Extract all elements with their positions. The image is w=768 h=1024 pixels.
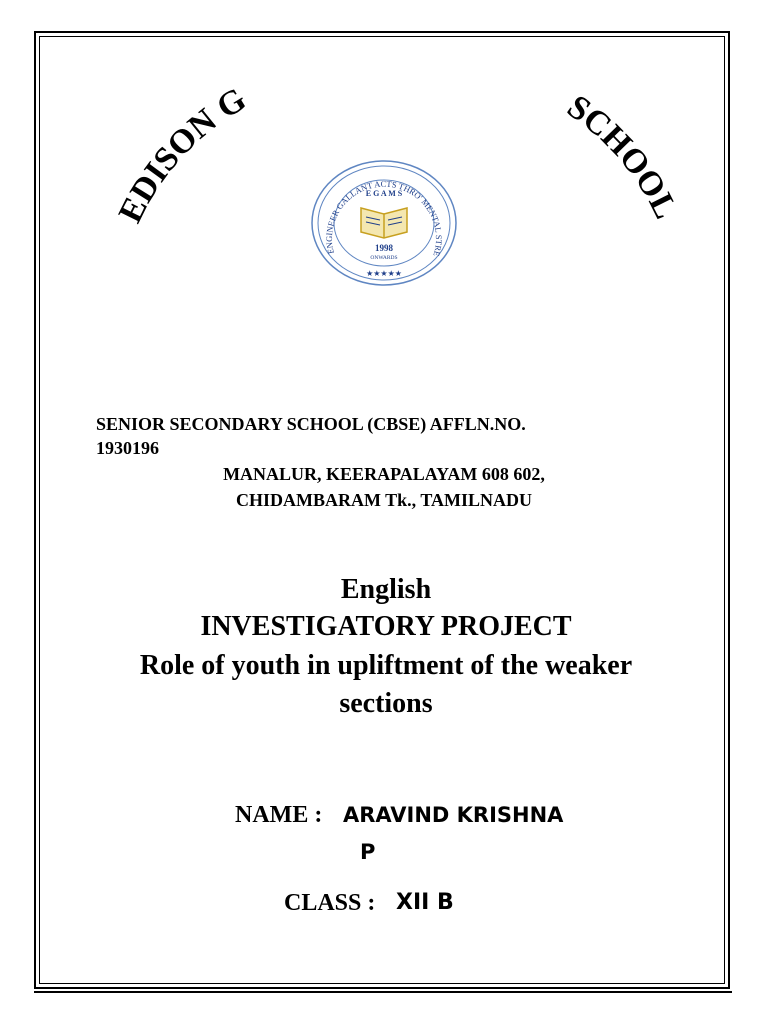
name-label: NAME : — [235, 802, 323, 828]
open-book-icon — [361, 208, 407, 238]
student-class: XII B — [396, 890, 454, 915]
project-subject: English — [340, 574, 432, 605]
class-label: CLASS : — [284, 890, 376, 916]
affiliation-line-2: 1930196 — [96, 438, 159, 458]
student-name-line-2: P — [360, 840, 376, 864]
bottom-rule — [34, 991, 732, 993]
project-type: INVESTIGATORY PROJECT — [200, 611, 572, 642]
project-topic: Role of youth in upliftment of the weaker sections — [139, 650, 633, 719]
school-address-line-2: CHIDAMBARAM Tk., TAMILNADU — [235, 490, 532, 510]
school-name-right: SCHOOL — [560, 88, 685, 225]
emblem-stars: ★★★★★ — [366, 269, 402, 278]
school-address-line-1: MANALUR, KEERAPALAYAM 608 602, — [223, 464, 545, 484]
school-name-left: EDISON G — [111, 80, 253, 229]
emblem-year: 1998 — [375, 243, 393, 253]
school-emblem — [309, 158, 459, 293]
student-name-line-1: ARAVIND KRISHNA — [343, 803, 564, 827]
emblem-onwards: ONWARDS — [370, 255, 398, 261]
school-affiliation — [96, 412, 656, 460]
emblem-ring-text: ENGINEER GALLANT ACTS THRO' MENTAL STRE — [323, 178, 445, 258]
affiliation-line-1: SENIOR SECONDARY SCHOOL (CBSE) AFFLN.NO. — [96, 414, 526, 434]
emblem-initials: E G A M S — [365, 189, 403, 198]
